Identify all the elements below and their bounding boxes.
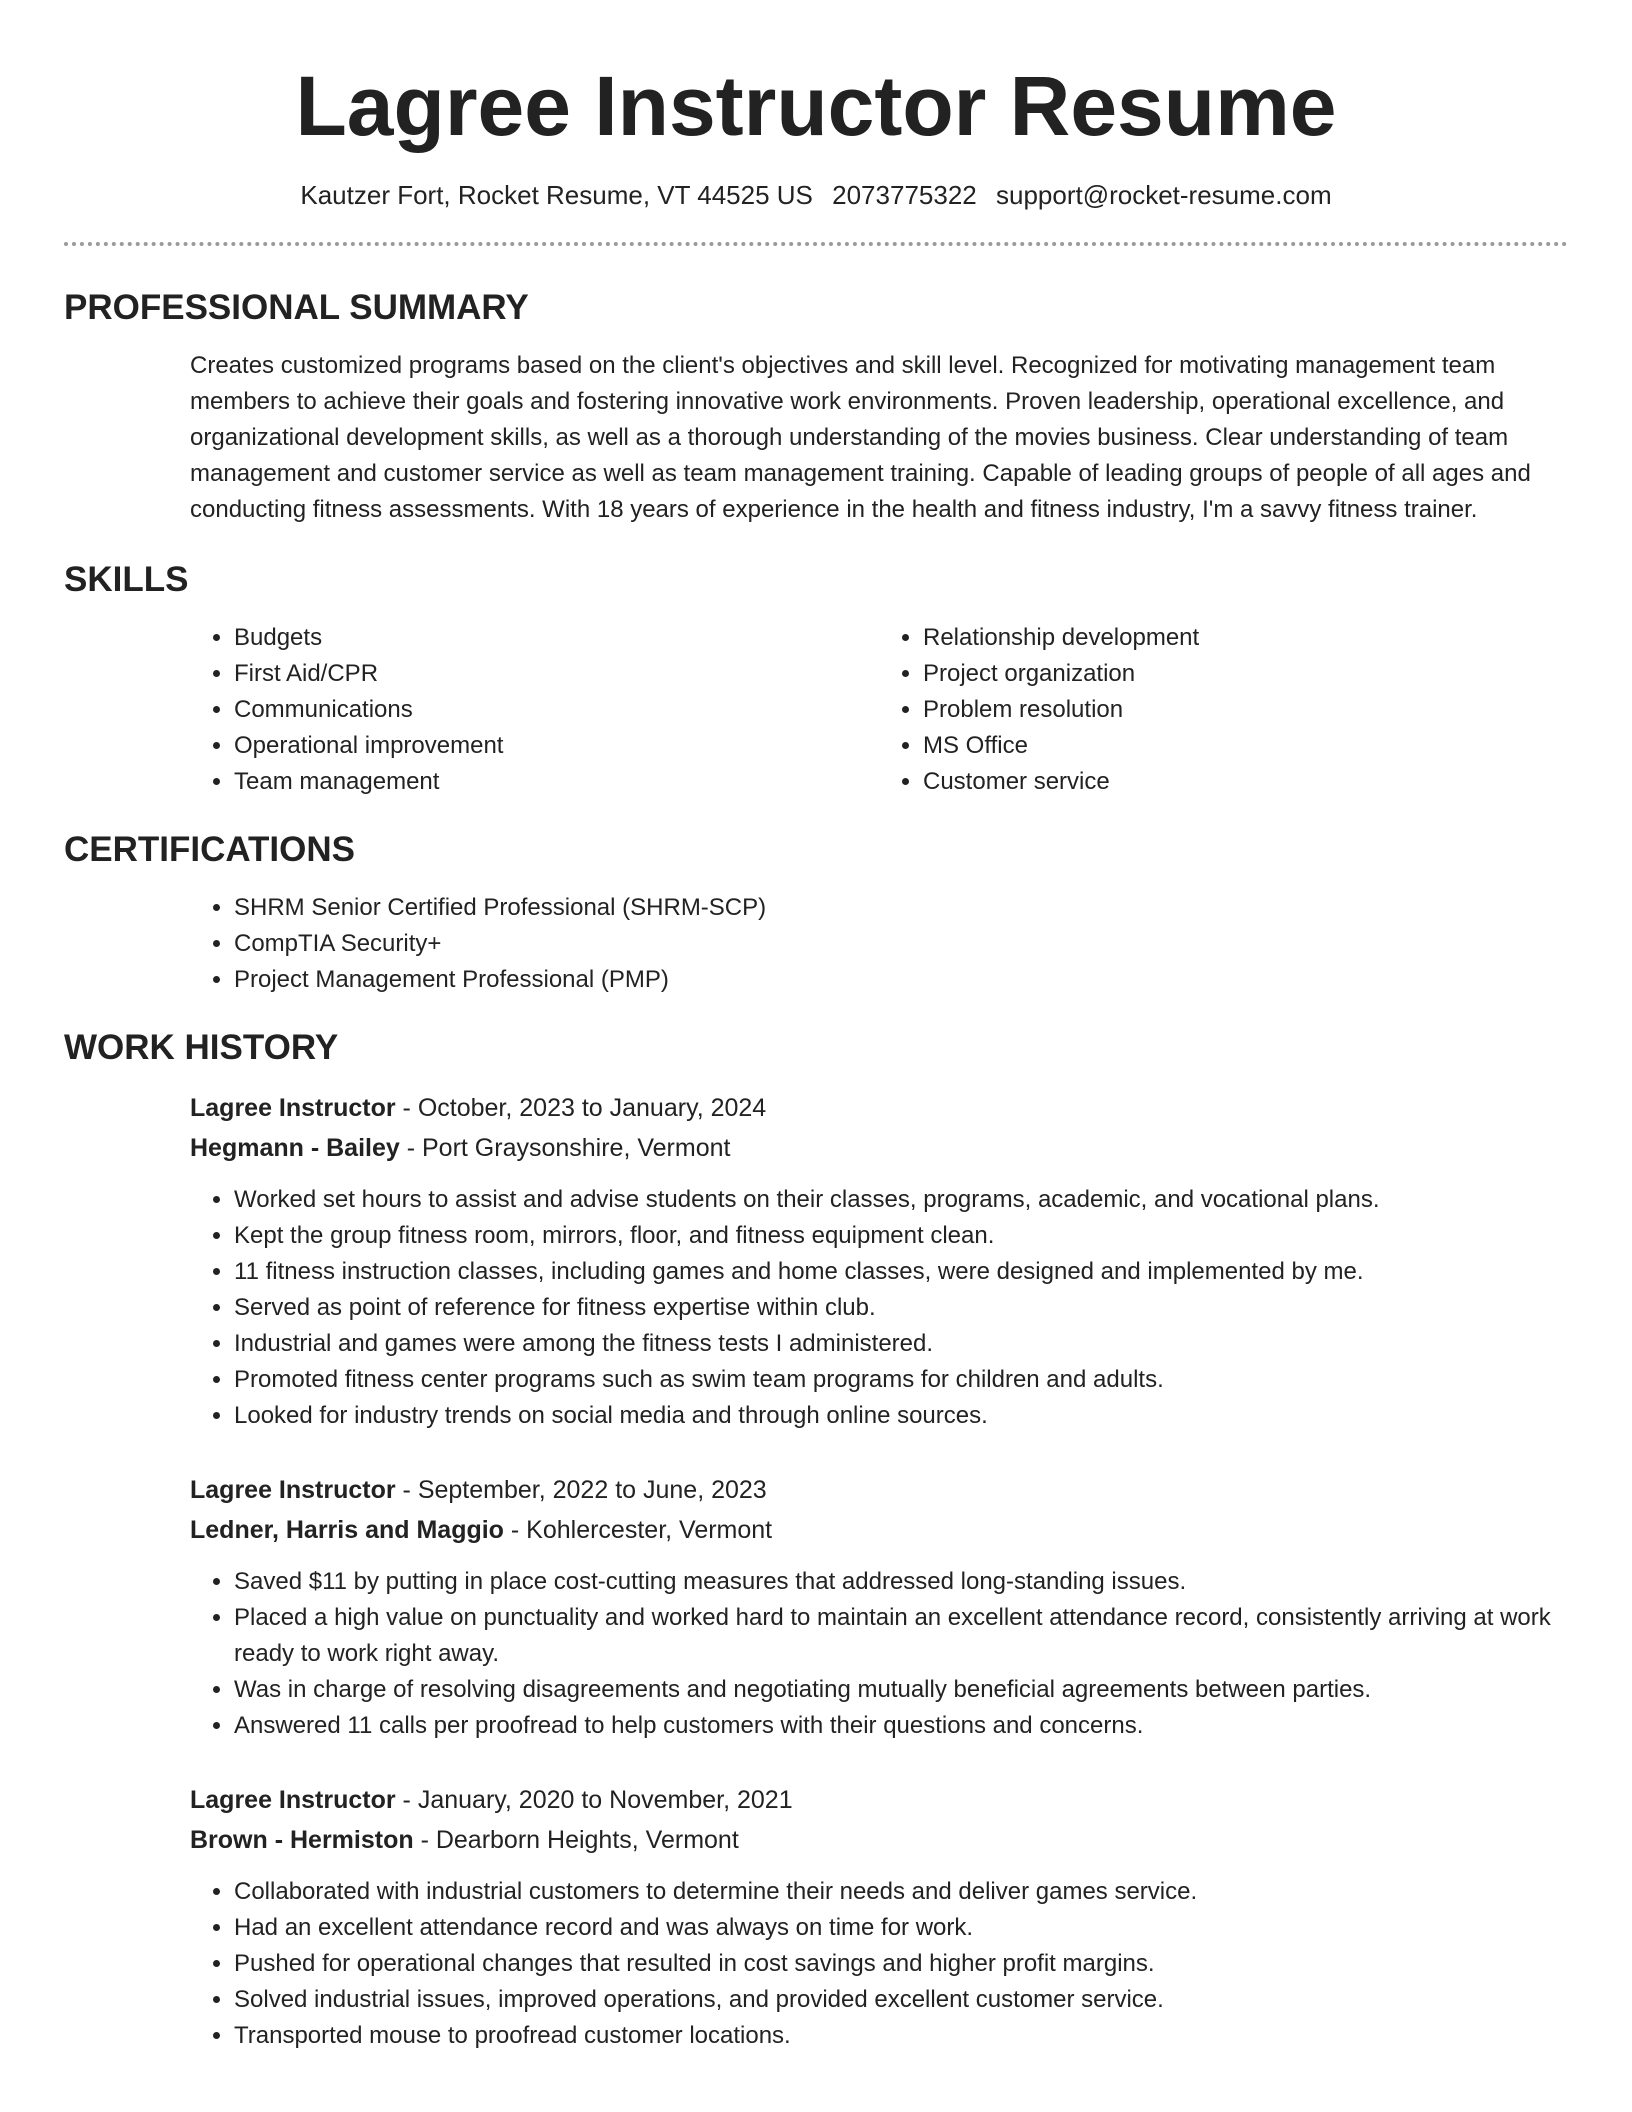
skill-item: • Problem resolution — [923, 692, 1568, 728]
job-entry — [190, 1470, 1568, 1744]
job-bullet: • Worked set hours to assist and advise students on their classes, programs, academic, and vocational plans. — [234, 1182, 1568, 1218]
job-bullet: • Solved industrial issues, improved operations, and provided excellent customer service. — [234, 1982, 1568, 2018]
certifications-heading: CERTIFICATIONS — [64, 830, 356, 869]
job-entry — [190, 1088, 1568, 1434]
job-dates: - October, 2023 to January, 2024 — [395, 1094, 767, 1122]
summary-text: Creates customized programs based on the client's objectives and skill level. Recognized for motivating management team members to achieve their goals and fostering innovative work environments. Proven leadership, operational excellence, and organizational development skills, as well as a thorough understanding of the movies business. Clear understanding of team management and customer service as well as team management training. Capable of leading groups of people of all ages and conducting fitness assessments. With 18 years of experience in the health and fitness industry, I'm a savvy fitness trainer. — [190, 352, 1531, 523]
job-bullet: • Had an excellent attendance record and was always on time for work. — [234, 1910, 1568, 1946]
header-divider — [64, 242, 1568, 246]
skill-item: • First Aid/CPR — [234, 656, 879, 692]
certification-item: • Project Management Professional (PMP) — [234, 962, 1568, 998]
job-bullet: • Kept the group fitness room, mirrors, floor, and fitness equipment clean. — [234, 1218, 1568, 1254]
skill-item: • Relationship development — [923, 620, 1568, 656]
skill-item: • Operational improvement — [234, 728, 879, 764]
certifications-section — [64, 890, 1568, 998]
job-dates: - September, 2022 to June, 2023 — [395, 1476, 767, 1504]
skill-item: • MS Office — [923, 728, 1568, 764]
job-dates: - January, 2020 to November, 2021 — [395, 1786, 793, 1814]
job-bullet: • Promoted fitness center programs such as swim team programs for children and adults. — [234, 1362, 1568, 1398]
job-location: - Dearborn Heights, Vermont — [413, 1826, 739, 1854]
certifications-list — [190, 890, 1568, 998]
skill-item: • Budgets — [234, 620, 879, 656]
certification-item: • CompTIA Security+ — [234, 926, 1568, 962]
job-company-line — [190, 1128, 1568, 1168]
skills-list-right — [879, 620, 1568, 800]
job-company-line — [190, 1820, 1568, 1860]
certification-item: • SHRM Senior Certified Professional (SHRM-SCP) — [234, 890, 1568, 926]
job-bullet: • Looked for industry trends on social media and through online sources. — [234, 1398, 1568, 1434]
resume-title: Lagree Instructor Resume — [295, 59, 1337, 153]
job-bullet: • Saved $11 by putting in place cost-cutting measures that addressed long-standing issues. — [234, 1564, 1568, 1600]
job-role-line — [190, 1088, 1568, 1128]
work-history-section — [64, 1088, 1568, 2054]
job-bullet: • Collaborated with industrial customers to determine their needs and deliver games service. — [234, 1874, 1568, 1910]
job-bullet: • Industrial and games were among the fitness tests I administered. — [234, 1326, 1568, 1362]
work-history-heading: WORK HISTORY — [64, 1028, 339, 1067]
skill-item: • Communications — [234, 692, 879, 728]
job-bullet: • Transported mouse to proofread customer locations. — [234, 2018, 1568, 2054]
summary-heading: PROFESSIONAL SUMMARY — [64, 288, 529, 327]
job-entry — [190, 1780, 1568, 2054]
job-bullets — [190, 1564, 1568, 1744]
job-bullet: • Answered 11 calls per proofread to help customers with their questions and concerns. — [234, 1708, 1568, 1744]
skill-item: • Project organization — [923, 656, 1568, 692]
job-bullet: • 11 fitness instruction classes, including games and home classes, were designed and implemented by me. — [234, 1254, 1568, 1290]
job-role-line — [190, 1470, 1568, 1510]
job-role: Lagree Instructor — [190, 1786, 396, 1814]
job-company-line — [190, 1510, 1568, 1550]
contact-line — [64, 178, 1568, 212]
skills-list-left — [190, 620, 879, 800]
job-bullets — [190, 1874, 1568, 2054]
job-company: Ledner, Harris and Maggio — [190, 1516, 504, 1544]
skill-item: • Customer service — [923, 764, 1568, 800]
summary-section — [64, 348, 1568, 528]
job-bullet: • Placed a high value on punctuality and worked hard to maintain an excellent attendance record, consistently arriving at work ready to work right away. — [234, 1600, 1568, 1672]
job-bullets — [190, 1182, 1568, 1434]
job-bullet: • Served as point of reference for fitness expertise within club. — [234, 1290, 1568, 1326]
job-role: Lagree Instructor — [190, 1094, 396, 1122]
contact-email[interactable]: support@rocket-resume.com — [995, 180, 1332, 210]
job-location: - Port Graysonshire, Vermont — [399, 1134, 731, 1162]
job-role: Lagree Instructor — [190, 1476, 396, 1504]
contact-address: Kautzer Fort, Rocket Resume, VT 44525 US — [300, 180, 813, 210]
job-company: Hegmann - Bailey — [190, 1134, 400, 1162]
skills-heading: SKILLS — [64, 560, 189, 599]
job-bullet: • Was in charge of resolving disagreements and negotiating mutually beneficial agreements between parties. — [234, 1672, 1568, 1708]
skill-item: • Team management — [234, 764, 879, 800]
skills-section — [64, 620, 1568, 800]
job-location: - Kohlercester, Vermont — [503, 1516, 773, 1544]
contact-phone[interactable]: 2073775322 — [832, 180, 977, 210]
job-company: Brown - Hermiston — [190, 1826, 414, 1854]
job-bullet: • Pushed for operational changes that resulted in cost savings and higher profit margins. — [234, 1946, 1568, 1982]
job-role-line — [190, 1780, 1568, 1820]
